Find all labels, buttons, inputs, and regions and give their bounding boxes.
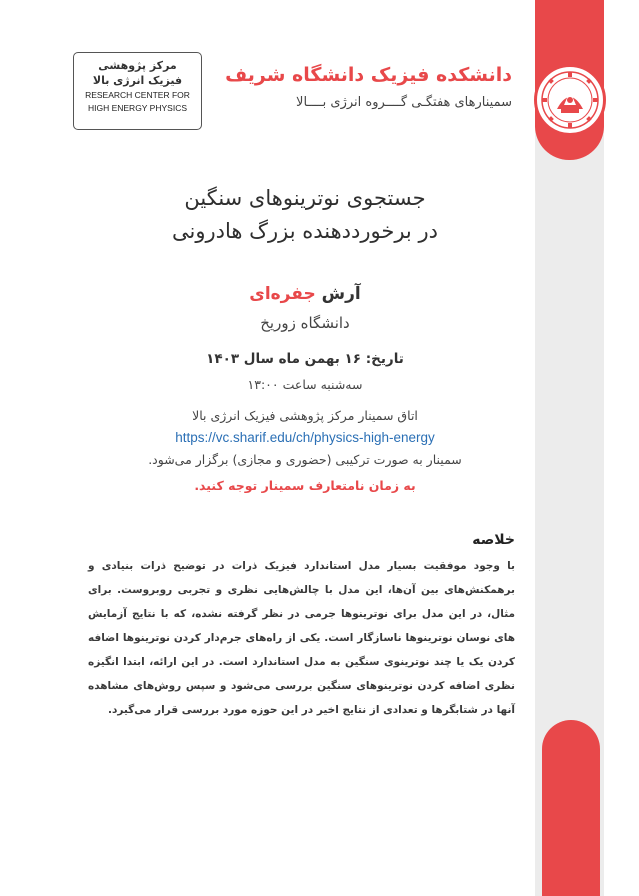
research-center-name-fa-line1: مرکز پژوهشی <box>98 59 177 72</box>
speaker-affiliation: دانشگاه زوریخ <box>260 314 350 332</box>
abstract-heading: خلاصه <box>472 532 515 548</box>
speaker-last-name: جفره‌ای <box>249 284 316 304</box>
abstract-body: با وجود موفقیت بسیار مدل استاندارد فیزیک ذرات در توضیح ذرات بنیادی و برهمکنش‌های بین آن‌ها، این مدل با چالش‌هایی نظری و تجربی روبروست. برای مثال، در این مدل برای نوترینوها جرمی در نظر گرفته نشده، که با نتایج آزمایش های نوسان نوترینوها ناسازگار است. یکی از راه‌های جرم‌دار کردن نوترینوها اضافه کردن یک یا چند نوترینوی سنگین به مدل استاندارد است. در این ارائه، ابتدا انگیزه نظری اضافه کردن نوترینوهای سنگین بررسی می‌شود و سپس روش‌های مشاهده آنها در شتابگرها و تعدادی از نتایج اخیر در این حوزه مورد بررسی قرار می‌گیرد. <box>88 560 515 716</box>
talk-title <box>100 182 510 248</box>
speaker-name <box>100 284 510 304</box>
seminar-time: سه‌شنبه ساعت ۱۳:۰۰ <box>247 377 363 392</box>
seminar-room: اتاق سمینار مرکز پژوهشی فیزیک انرژی بالا <box>192 408 418 423</box>
seminar-date: تاریخ: ۱۶ بهمن ماه سال ۱۴۰۳ <box>206 351 404 367</box>
research-center-logo-box <box>73 52 202 130</box>
unusual-time-notice: به زمان نامتعارف سمینار توجه کنید. <box>194 478 416 493</box>
talk-title-line1: جستجوی نوترینوهای سنگین <box>184 186 426 210</box>
seminar-mode-note: سمینار به صورت ترکیبی (حضوری و مجازی) برگزار می‌شود. <box>148 452 462 467</box>
university-title: دانشکده فیزیک دانشگاه شریف <box>225 64 512 86</box>
research-center-name-en-line2: HIGH ENERGY PHYSICS <box>87 103 188 113</box>
research-center-name-fa-line2: فیزیک انرژی بالا <box>92 74 183 87</box>
speaker-first-name: آرش <box>321 284 361 304</box>
bottom-accent-bar <box>542 720 600 896</box>
university-seal-logo <box>534 64 606 136</box>
talk-title-line2: در برخورددهنده بزرگ هادرونی <box>172 219 438 243</box>
seal-emblem-icon <box>537 67 603 133</box>
research-center-name-en-line1: RESEARCH CENTER FOR <box>85 90 190 100</box>
seminar-series-subtitle: سمینارهای هفتگـی گــــروه انرژی بــــالا <box>296 95 512 110</box>
online-meeting-link[interactable]: https://vc.sharif.edu/ch/physics-high-energy <box>175 430 435 445</box>
